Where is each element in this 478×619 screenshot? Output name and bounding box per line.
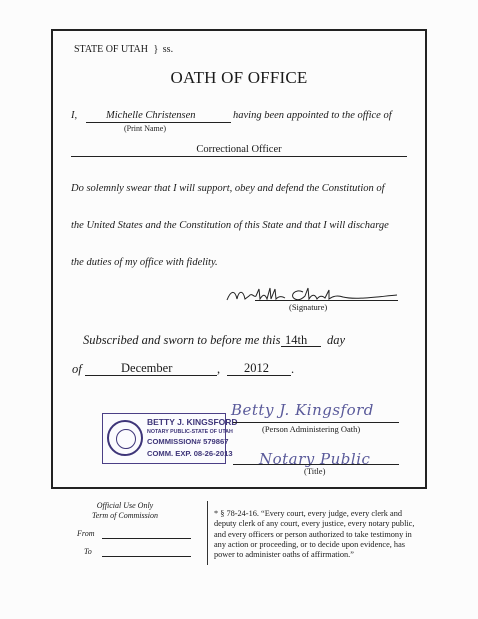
statute-line: * § 78-24-16. “Every court, every judge, every clerk and: [214, 509, 402, 518]
state-heading: [74, 44, 173, 55]
brace-symbol: }: [153, 44, 159, 55]
signature-label: (Signature): [289, 302, 328, 312]
official-use-line: Official Use Only: [96, 501, 154, 510]
statute-line: and every officers or person authorized to take testimony in: [214, 529, 412, 539]
oath-line-3: the duties of my office with fidelity.: [71, 257, 218, 268]
statute-line: deputy clerk of any court, every justice, every notary public,: [214, 519, 415, 529]
from-underline: [102, 538, 191, 539]
stamp-name: BETTY J. KINGSFORD: [147, 417, 238, 427]
sworn-day: 14th: [285, 333, 308, 347]
administrator-underline: [233, 422, 399, 423]
official-use-heading: [0, 501, 250, 521]
stamp-line-2: NOTARY PUBLIC-STATE OF UTAH: [147, 429, 233, 435]
title-label: (Title): [304, 466, 326, 476]
comma: ,: [217, 362, 221, 376]
notary-stamp: [102, 413, 238, 464]
vertical-divider: [207, 501, 208, 565]
oath-line-1: Do solemnly swear that I will support, obey and defend the Constitution of: [71, 183, 385, 194]
term-of-commission-line: Term of Commission: [92, 511, 158, 520]
printed-name: Michelle Christensen: [106, 110, 196, 121]
period: .: [291, 362, 295, 376]
statute-line: power to administer oaths of affirmation.”: [214, 550, 354, 560]
stamp-expiration: COMM. EXP. 08-26-2013: [147, 449, 233, 458]
appointed-text: having been appointed to the office of: [233, 110, 392, 121]
office-underline: [71, 156, 407, 157]
administrator-signature: Betty J. Kingsford: [231, 401, 374, 419]
document-title: OATH OF OFFICE: [170, 68, 308, 87]
stamp-commission: COMMISSION# 579867: [147, 437, 229, 446]
print-name-label: (Print Name): [124, 124, 166, 133]
to-label: To: [84, 547, 92, 556]
ss-label: ss.: [162, 44, 174, 55]
sworn-year: 2012: [244, 361, 269, 375]
state-seal-icon: [107, 420, 143, 456]
statute-line: any action or proceeding, or to decide upon evidence, has: [214, 539, 405, 549]
to-underline: [102, 556, 191, 557]
oath-i: I,: [71, 110, 78, 121]
state-label: STATE OF UTAH: [74, 44, 148, 55]
sworn-text: Subscribed and sworn to before me this: [83, 333, 281, 347]
name-underline: [86, 122, 231, 123]
day-word: day: [327, 333, 346, 347]
administrator-label: (Person Administering Oath): [262, 424, 361, 434]
title-underline: [233, 464, 399, 465]
office-title: Correctional Officer: [196, 144, 282, 155]
from-label: From: [77, 529, 95, 538]
signature-underline: [255, 300, 398, 301]
statute-text: [214, 509, 414, 560]
oath-line-2: the United States and the Constitution of this State and that I will discharge: [71, 220, 389, 231]
sworn-month: December: [121, 361, 173, 375]
of-word: of: [72, 362, 82, 376]
administrator-title-signature: Notary Public: [259, 450, 371, 468]
